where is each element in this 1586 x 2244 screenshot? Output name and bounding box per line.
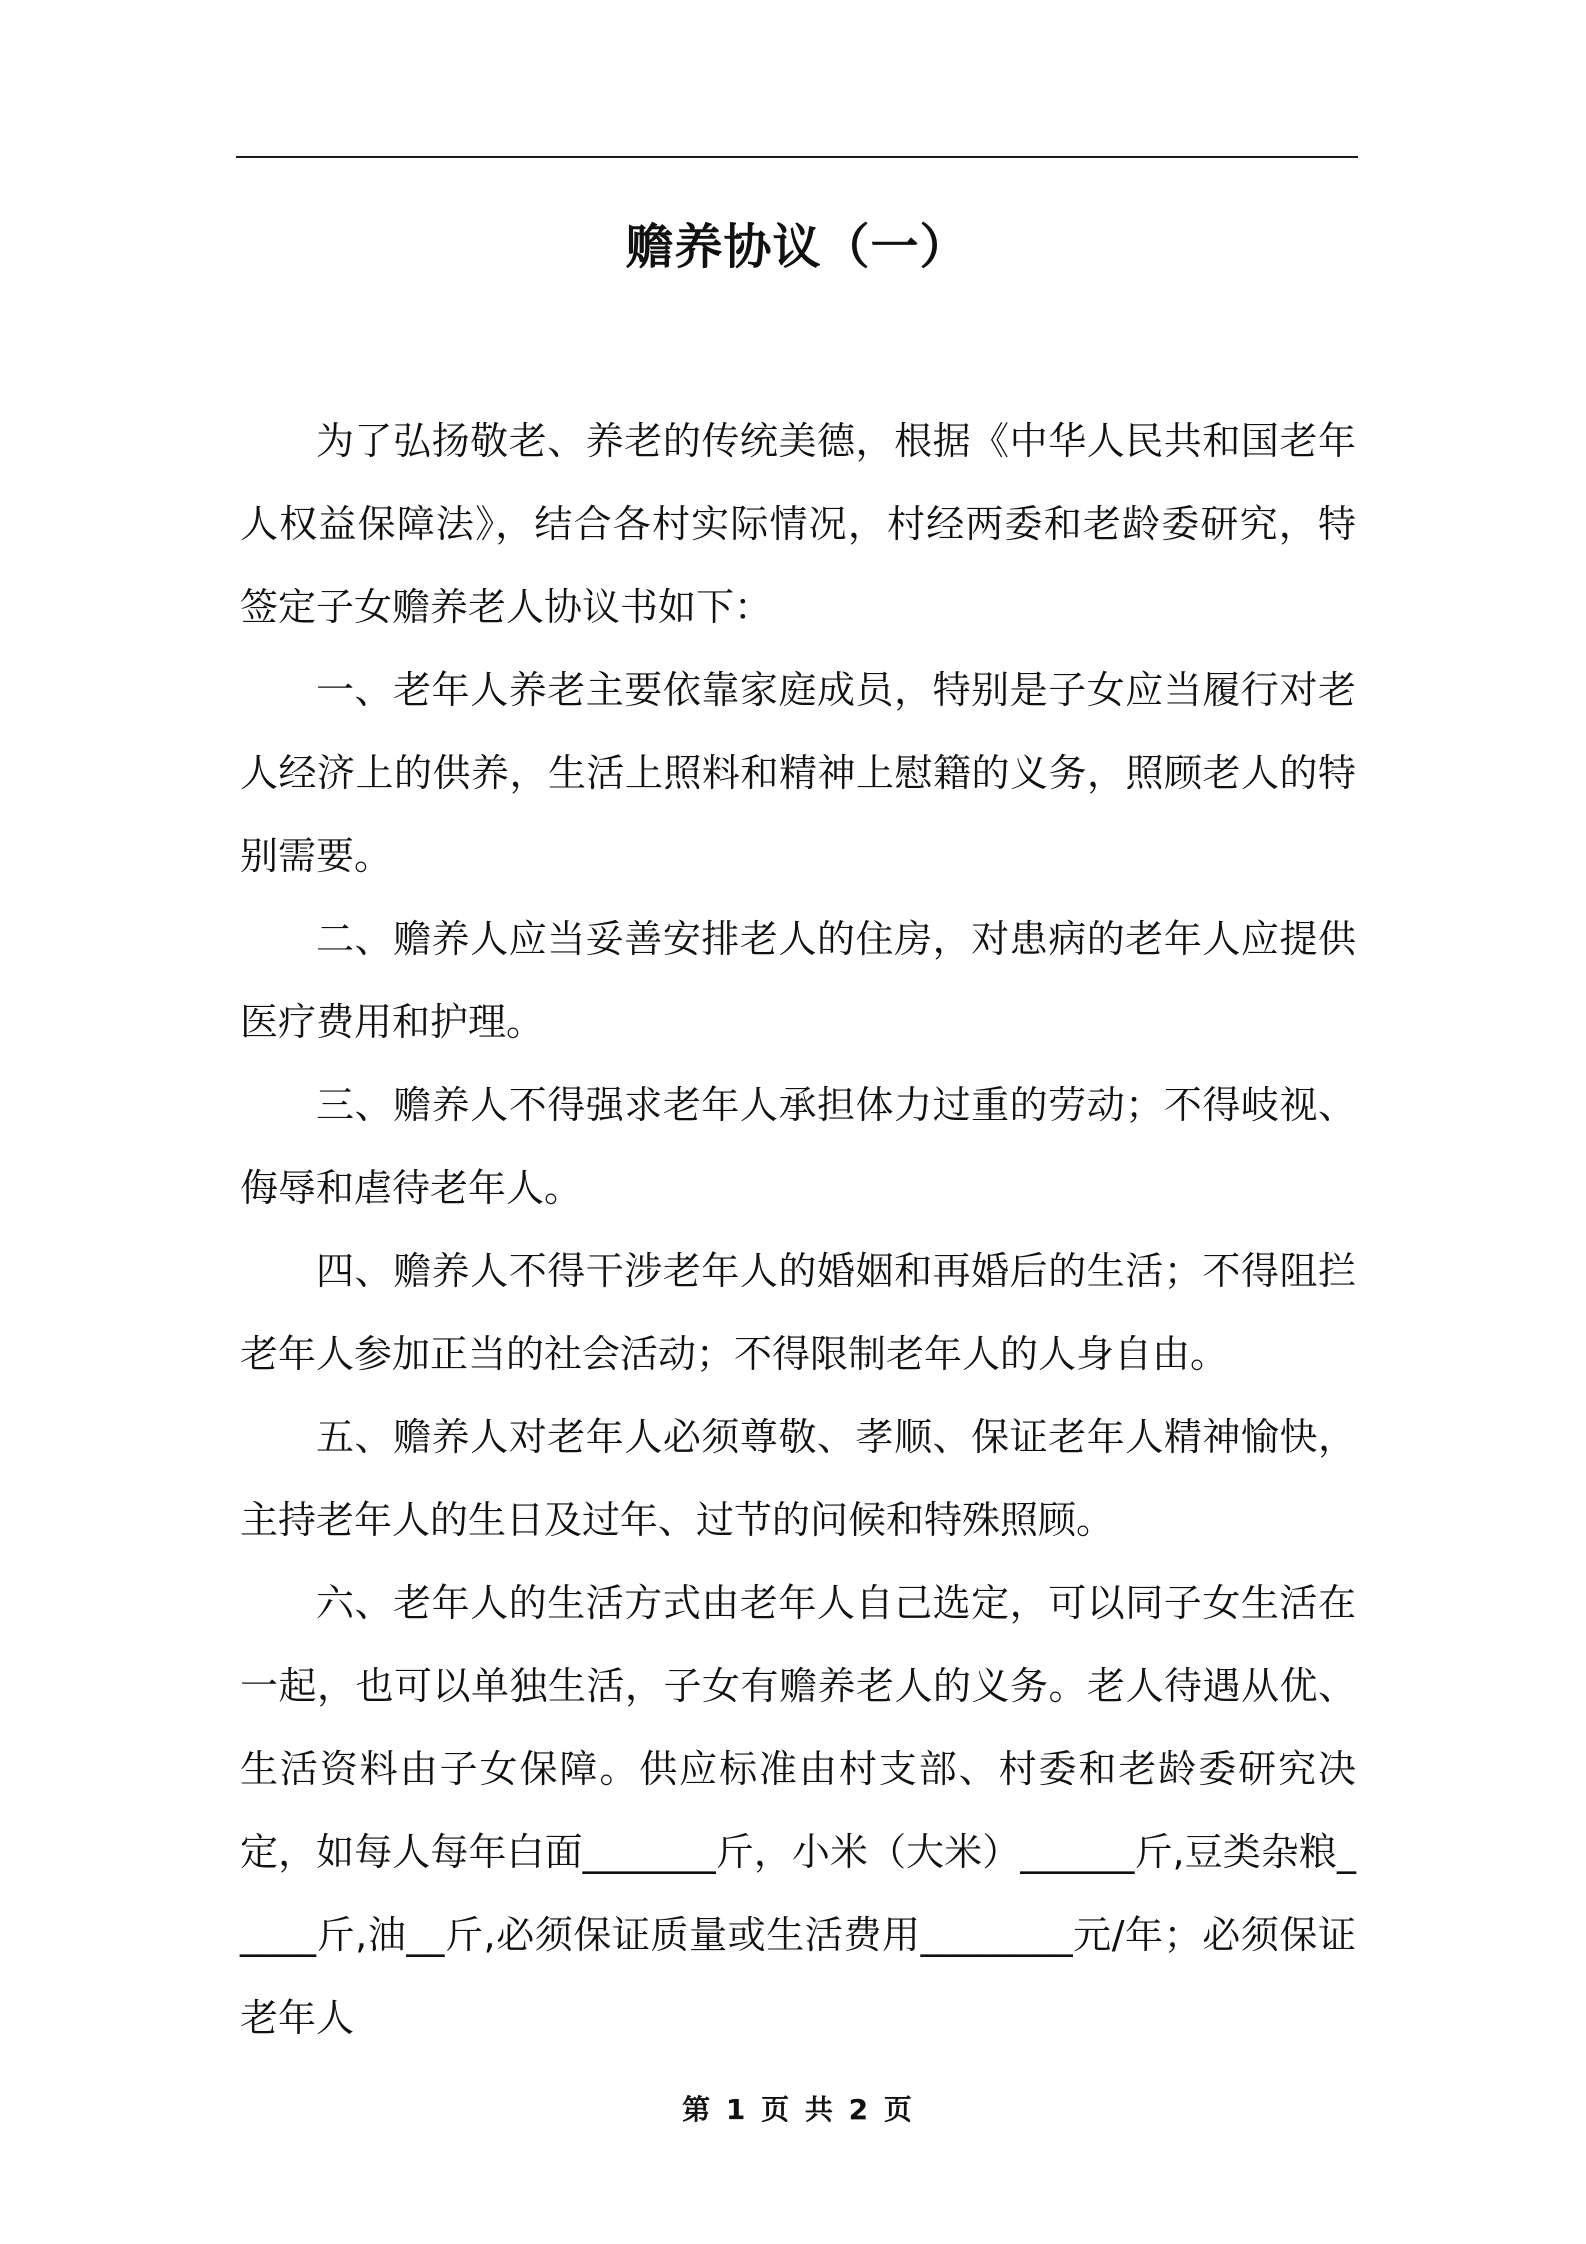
page-number-footer: 第 1 页 共 2 页: [682, 2093, 912, 2126]
header-rule: [236, 156, 1358, 158]
page-title: 赡养协议（一）: [625, 219, 969, 275]
document-body: [240, 400, 1356, 2060]
paragraph-clause-2: 二、赡养人应当妥善安排老人的住房，对患病的老年人应提供医疗费用和护理。: [240, 917, 1356, 1044]
paragraph-clause-3: 三、赡养人不得强求老年人承担体力过重的劳动；不得岐视、侮辱和虐待老年人。: [240, 1083, 1356, 1210]
paragraph-clause-6: 六、老年人的生活方式由老年人自己选定，可以同子女生活在一起，也可以单独生活，子女有赡养老人的义务。老人待遇从优、生活资料由子女保障。供应标准由村支部、村委和老龄委研究决定，如每人每年白面_______斤，小米（大米）______斤,豆类杂粮_____斤,油__斤,必须保证质量或生活费用________元/年；必须保证老年人: [240, 1581, 1356, 2040]
paragraph-clause-5: 五、赡养人对老年人必须尊敬、孝顺、保证老年人精神愉快，主持老年人的生日及过年、过节的问候和特殊照顾。: [240, 1415, 1356, 1542]
paragraph-clause-1: 一、老年人养老主要依靠家庭成员，特别是子女应当履行对老人经济上的供养，生活上照料和精神上慰籍的义务，照顾老人的特别需要。: [240, 668, 1356, 878]
paragraph-intro: 为了弘扬敬老、养老的传统美德，根据《中华人民共和国老年人权益保障法》，结合各村实际情况，村经两委和老龄委研究，特签定子女赡养老人协议书如下：: [240, 419, 1356, 629]
paragraph-clause-4: 四、赡养人不得干涉老年人的婚姻和再婚后的生活；不得阻拦老年人参加正当的社会活动；不得限制老年人的人身自由。: [240, 1249, 1356, 1376]
